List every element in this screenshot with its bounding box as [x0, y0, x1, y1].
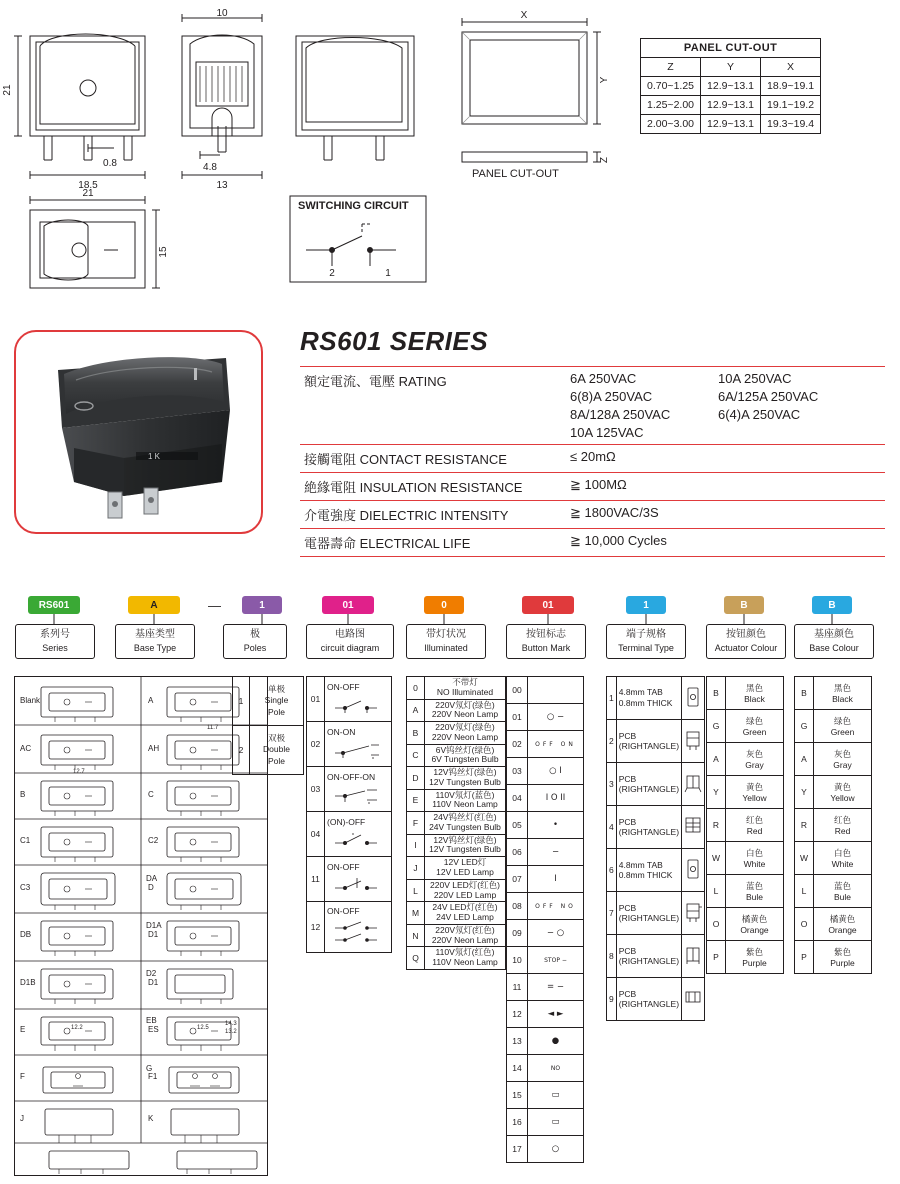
svg-text:AC: AC — [20, 744, 32, 753]
circuit-symbol-01 — [327, 692, 389, 714]
spec-row-contact-resistance: 接觸電阻 CONTACT RESISTANCE ≤ 20mΩ — [300, 445, 885, 473]
selector-dash: — — [208, 598, 221, 613]
selector-label-circuit: 电路图 circuit diagram — [306, 624, 394, 659]
circuit-symbol-04 — [327, 827, 389, 849]
circuit-row: 03 ON-OFF-ON — [307, 767, 392, 812]
rating-value: 8A/128A 250VAC — [570, 407, 671, 422]
actuator-colour-row: R 红色 Red — [707, 809, 784, 842]
terminal-row: 9 PCB (RIGHTANGLE) — [607, 978, 705, 1021]
panel-cutout-table — [640, 38, 821, 134]
svg-text:14.3: 14.3 — [225, 1021, 237, 1027]
panel-col-y: Y — [701, 58, 761, 77]
base-type-code-EB: EB — [146, 1016, 157, 1025]
svg-text:Blank: Blank — [20, 696, 41, 705]
spec-table — [300, 366, 885, 557]
selector-label-poles: 极 Poles — [223, 624, 287, 659]
selector-chip-button-mark: 01 — [522, 596, 574, 614]
selector-chip-series: RS601 — [28, 596, 80, 614]
circuit-row: 12 ON-OFF — [307, 902, 392, 953]
svg-text:J: J — [20, 1114, 24, 1123]
svg-text:12.7: 12.7 — [73, 769, 85, 775]
button-mark-row: 00 — [507, 677, 584, 704]
poles-row-double: 2 双极 Double Pole — [233, 726, 304, 775]
base-colour-row: G 绿色 Green — [795, 710, 872, 743]
svg-text:1: 1 — [385, 268, 391, 279]
button-mark-row: 13 ● — [507, 1028, 584, 1055]
svg-text:E: E — [20, 1025, 26, 1034]
selector-connector-lines — [0, 592, 900, 654]
circuit-row: 11 ON-OFF — [307, 857, 392, 902]
svg-text:4.8: 4.8 — [203, 162, 217, 173]
svg-text:F1: F1 — [148, 1072, 158, 1081]
selector-chip-actuator-colour: B — [724, 596, 764, 614]
illuminated-row: A 220V氖灯(绿色) 220V Neon Lamp — [407, 699, 506, 722]
terminal-row: 7 PCB (RIGHTANGLE) — [607, 892, 705, 935]
svg-text:Z: Z — [599, 156, 610, 164]
svg-text:12.5: 12.5 — [197, 1025, 209, 1031]
panel-cutout-table-title: PANEL CUT-OUT — [641, 39, 821, 58]
selector-label-series: 系列号 Series — [15, 624, 95, 659]
illuminated-row: 0 不带灯 NO Illuminated — [407, 677, 506, 700]
illuminated-row: F 24V钨丝灯(红色) 24V Tungsten Bulb — [407, 812, 506, 835]
poles-row-single: 1 单极 Single Pole — [233, 677, 304, 726]
rating-value: 10A 250VAC — [718, 371, 792, 386]
selector-label-base-colour: 基座颜色 Base Colour — [794, 624, 874, 659]
svg-text:0.8: 0.8 — [103, 158, 117, 169]
svg-text:12.2: 12.2 — [71, 1025, 83, 1031]
actuator-colour-row: O 橘黄色 Orange — [707, 908, 784, 941]
selector-label-button-mark: 按钮标志 Button Mark — [506, 624, 586, 659]
illuminated-row: D 12V钨丝灯(绿色) 12V Tungsten Bulb — [407, 767, 506, 790]
terminal-row: 4 PCB (RIGHTANGLE) — [607, 806, 705, 849]
svg-text:2: 2 — [329, 268, 335, 279]
panel-cutout-caption: PANEL CUT-OUT — [472, 168, 559, 180]
illuminated-row: L 220V LED灯(红色) 220V LED Lamp — [407, 879, 506, 902]
illuminated-row: I 12V钨丝灯(绿色) 12V Tungsten Bulb — [407, 834, 506, 857]
terminal-icon-pcb — [684, 771, 702, 795]
svg-text:B: B — [20, 790, 26, 799]
svg-text:13: 13 — [216, 180, 228, 191]
button-mark-row: 15 ▭ — [507, 1082, 584, 1109]
selector-chip-base-colour: B — [812, 596, 852, 614]
base-type-code-D2: D2 — [146, 969, 157, 978]
button-mark-row: 07 I — [507, 866, 584, 893]
selector-chip-poles: 1 — [242, 596, 282, 614]
svg-text:DB: DB — [20, 930, 32, 939]
terminal-type-table — [606, 676, 705, 1021]
svg-text:C3: C3 — [20, 883, 31, 892]
spec-row-insulation-resistance: 絶緣電阻 INSULATION RESISTANCE ≧ 100MΩ — [300, 473, 885, 501]
terminal-row: 3 PCB (RIGHTANGLE) — [607, 763, 705, 806]
button-mark-row: 14 NO — [507, 1055, 584, 1082]
actuator-colour-row: Y 黄色 Yellow — [707, 776, 784, 809]
actuator-colour-row: A 灰色 Gray — [707, 743, 784, 776]
svg-text:D: D — [148, 883, 154, 892]
button-mark-row: 17 ○ — [507, 1136, 584, 1163]
panel-col-x: X — [761, 58, 821, 77]
svg-text:C2: C2 — [148, 836, 159, 845]
button-mark-row: 08 OFF NO — [507, 893, 584, 920]
svg-text:D1B: D1B — [20, 978, 36, 987]
terminal-row: 2 PCB (RIGHTANGLE) — [607, 720, 705, 763]
selector-label-illuminated: 带灯状况 Illuminated — [406, 624, 486, 659]
terminal-row: 6 4.8mm TAB 0.8mm THICK — [607, 849, 705, 892]
illuminated-row: E 110V氖灯(蓝色) 110V Neon Lamp — [407, 789, 506, 812]
spec-row-rating — [300, 367, 885, 445]
circuit-symbol-02 — [327, 737, 389, 759]
base-colour-row: B 黑色 Black — [795, 677, 872, 710]
base-colour-row: Y 黄色 Yellow — [795, 776, 872, 809]
table-row: 2.00~3.00 12.9~13.1 19.3~19.4 — [641, 115, 821, 134]
button-mark-row: 10 STOP − — [507, 947, 584, 974]
illuminated-row: J 12V LED灯 12V LED Lamp — [407, 857, 506, 880]
base-colour-row: L 蓝色 Bule — [795, 875, 872, 908]
svg-text:D1: D1 — [148, 978, 159, 987]
terminal-row: 1 4.8mm TAB 0.8mm THICK — [607, 677, 705, 720]
svg-text:13.2: 13.2 — [225, 1029, 237, 1035]
button-mark-row: 12 ◄ ► — [507, 1001, 584, 1028]
terminal-icon-pcb — [684, 900, 702, 924]
circuit-row: 02 ON-ON — [307, 722, 392, 767]
illuminated-row: C 6V钨丝灯(绿色) 6V Tungsten Bulb — [407, 744, 506, 767]
button-mark-row: 01 ○ − — [507, 704, 584, 731]
illuminated-row: N 220V氖灯(红色) 220V Neon Lamp — [407, 924, 506, 947]
svg-text:21: 21 — [82, 188, 94, 199]
rocker-switch-illustration — [16, 332, 257, 528]
terminal-icon-tab — [684, 857, 702, 881]
selector-label-base-type: 基座类型 Base Type — [115, 624, 195, 659]
base-type-code-D1A: D1A — [146, 921, 162, 930]
product-photo — [14, 330, 263, 534]
base-type-code-DA: DA — [146, 874, 158, 883]
spec-row-electrical-life: 電器壽命 ELECTRICAL LIFE ≧ 10,000 Cycles — [300, 529, 885, 557]
button-mark-row: 02 OFF ON — [507, 731, 584, 758]
svg-text:18.5: 18.5 — [78, 180, 98, 191]
svg-text:X: X — [520, 10, 528, 21]
circuit-label: ON-OFF — [327, 682, 360, 692]
svg-text:K: K — [148, 1114, 154, 1123]
rating-value: 6A/125A 250VAC — [718, 389, 819, 404]
base-colour-row: P 紫色 Purple — [795, 941, 872, 974]
selector-label-terminal: 端子规格 Terminal Type — [606, 624, 686, 659]
base-colour-row: R 红色 Red — [795, 809, 872, 842]
terminal-icon-pcb — [684, 728, 702, 752]
actuator-colour-row: W 白色 White — [707, 842, 784, 875]
base-type-code-G: G — [146, 1064, 153, 1073]
circuit-row: 04 (ON)-OFF — [307, 812, 392, 857]
illuminated-row: M 24V LED灯(红色) 24V LED Lamp — [407, 902, 506, 925]
table-row: 1.25~2.00 12.9~13.1 19.1~19.2 — [641, 96, 821, 115]
selector-chip-circuit: 01 — [322, 596, 374, 614]
illuminated-row: B 220V氖灯(绿色) 220V Neon Lamp — [407, 722, 506, 745]
svg-text:ES: ES — [148, 1025, 159, 1034]
button-mark-row: 04 I O II — [507, 785, 584, 812]
selector-chip-terminal: 1 — [626, 596, 666, 614]
button-mark-row: 16 ▭ — [507, 1109, 584, 1136]
svg-text:21: 21 — [2, 84, 13, 96]
circuit-diagram-table — [306, 676, 392, 953]
svg-text:F: F — [20, 1072, 25, 1081]
circuit-symbol-12 — [327, 916, 389, 946]
actuator-colour-row: B 黑色 Black — [707, 677, 784, 710]
base-colour-table — [794, 676, 872, 974]
terminal-icon-tab — [684, 685, 702, 709]
button-mark-row: 09 − ○ — [507, 920, 584, 947]
terminal-row: 8 PCB (RIGHTANGLE) — [607, 935, 705, 978]
terminal-icon-pcb — [684, 986, 702, 1010]
svg-text:C: C — [148, 790, 154, 799]
rating-value: 6(4)A 250VAC — [718, 407, 801, 422]
selector-header — [0, 592, 900, 654]
circuit-symbol-11 — [327, 872, 389, 894]
spec-row-dielectric-intensity: 介電強度 DIELECTRIC INTENSITY ≧ 1800VAC/3S — [300, 501, 885, 529]
rating-value: 6A 250VAC — [570, 371, 637, 386]
base-colour-row: W 白色 White — [795, 842, 872, 875]
rating-value: 6(8)A 250VAC — [570, 389, 653, 404]
button-mark-row: 05 • — [507, 812, 584, 839]
panel-col-z: Z — [641, 58, 701, 77]
svg-text:1 K: 1 K — [148, 452, 161, 461]
table-row: 0.70~1.25 12.9~13.1 18.9~19.1 — [641, 77, 821, 96]
page-title: RS601 SERIES — [300, 326, 489, 356]
base-type-extra-labels — [14, 676, 266, 1174]
selector-chip-base-type: A — [128, 596, 180, 614]
base-colour-row: O 橘黄色 Orange — [795, 908, 872, 941]
terminal-icon-pcb — [684, 814, 702, 838]
actuator-colour-row: L 蓝色 Bule — [707, 875, 784, 908]
svg-text:C1: C1 — [20, 836, 31, 845]
actuator-colour-row: G 绿色 Green — [707, 710, 784, 743]
svg-text:15: 15 — [158, 246, 169, 258]
button-mark-row: 11 = − — [507, 974, 584, 1001]
terminal-icon-pcb — [684, 943, 702, 967]
button-mark-row: 06 − — [507, 839, 584, 866]
svg-text:Y: Y — [599, 76, 610, 84]
actuator-colour-table — [706, 676, 784, 974]
circuit-symbol-03 — [327, 782, 389, 804]
svg-text:AH: AH — [148, 744, 160, 753]
poles-table — [232, 676, 304, 775]
actuator-colour-row: P 紫色 Purple — [707, 941, 784, 974]
button-mark-row: 03 ○ I — [507, 758, 584, 785]
button-mark-table — [506, 676, 584, 1163]
illuminated-table — [406, 676, 506, 970]
selector-label-actuator-colour: 按钮颜色 Actuator Colour — [706, 624, 786, 659]
switching-circuit-title: SWITCHING CIRCUIT — [298, 200, 409, 212]
svg-text:A: A — [148, 696, 154, 705]
circuit-row: 01 ON-OFF — [307, 677, 392, 722]
rating-value: 10A 125VAC — [570, 425, 644, 440]
spec-label-rating: 額定電流、電壓 RATING — [300, 367, 566, 445]
base-colour-row: A 灰色 Gray — [795, 743, 872, 776]
illuminated-row: Q 110V氖灯(红色) 110V Neon Lamp — [407, 947, 506, 970]
svg-text:D1: D1 — [148, 930, 159, 939]
svg-text:10: 10 — [216, 8, 228, 19]
svg-text:11.7: 11.7 — [207, 725, 219, 731]
selector-chip-illuminated: 0 — [424, 596, 464, 614]
